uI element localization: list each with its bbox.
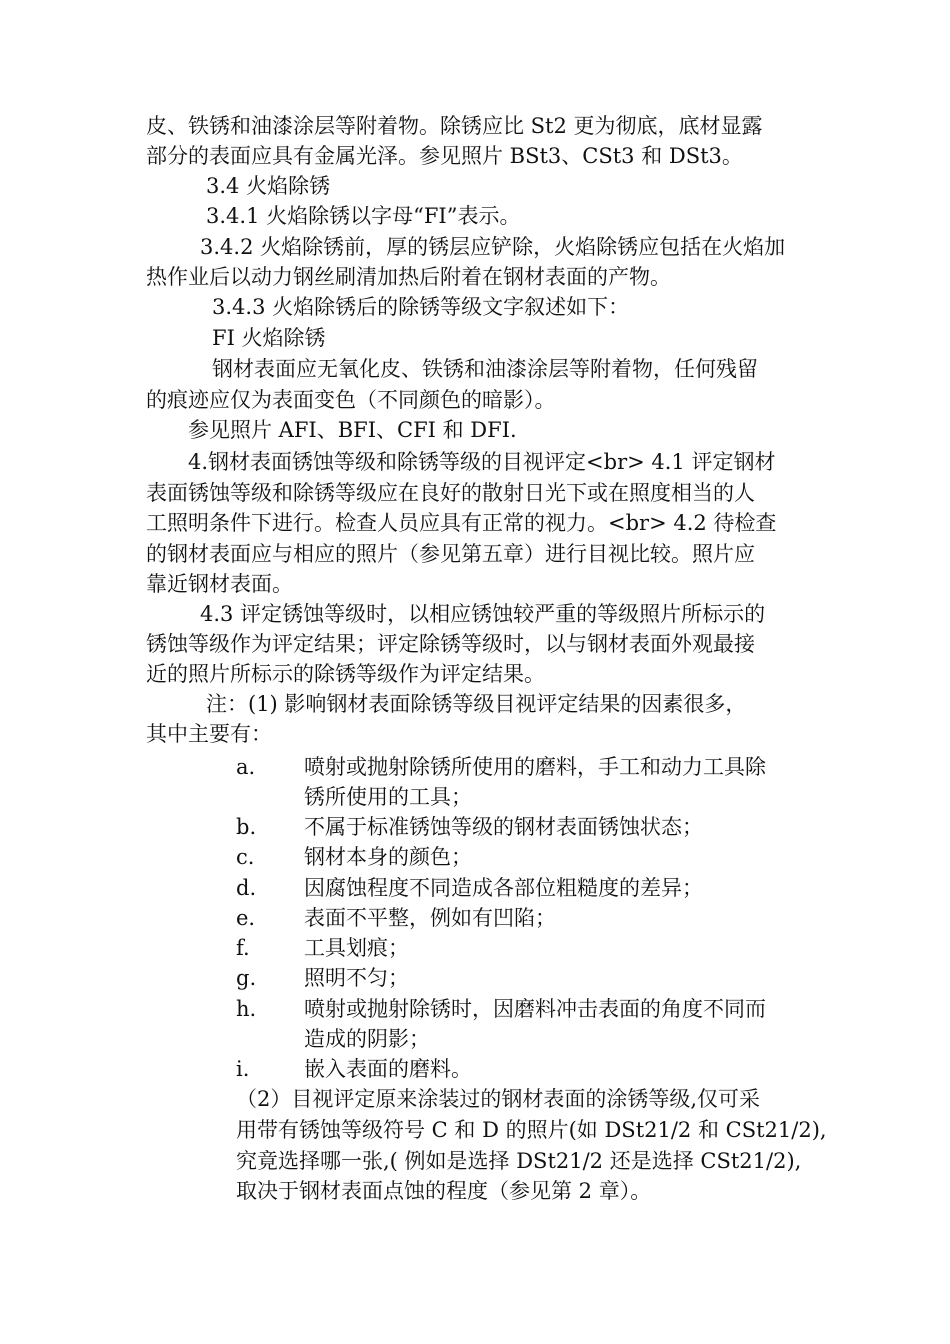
list-item-text: 因腐蚀程度不同造成各部位粗糙度的差异； <box>304 876 703 900</box>
paragraph-line: 锈蚀等级作为评定结果；评定除锈等级时，以与钢材表面外观最接 <box>146 632 755 656</box>
list-item-text: 表面不平整，例如有凹陷； <box>304 906 556 930</box>
paragraph-line: 究竟选择哪一张,( 例如是选择 DSt21/2 还是选择 CSt21/2), <box>236 1149 802 1173</box>
paragraph-line: （2）目视评定原来涂装过的钢材表面的涂锈等级,仅可采 <box>236 1087 761 1111</box>
paragraph-line: 表面锈蚀等级和除锈等级应在良好的散射日光下或在照度相当的人 <box>146 481 755 505</box>
list-item-marker: c. <box>236 845 255 869</box>
paragraph-line: 3.4.2 火焰除锈前，厚的锈层应铲除，火焰除锈应包括在火焰加 <box>200 235 786 259</box>
paragraph-line: 钢材表面应无氧化皮、铁锈和油漆涂层等附着物，任何残留 <box>212 357 758 381</box>
paragraph-line: 近的照片所标示的除锈等级作为评定结果。 <box>146 662 545 686</box>
paragraph-line: 皮、铁锈和油漆涂层等附着物。除锈应比 St2 更为彻底，底材显露 <box>146 114 763 138</box>
paragraph-line: 4.3 评定锈蚀等级时，以相应锈蚀较严重的等级照片所标示的 <box>200 602 766 626</box>
section-heading: 3.4 火焰除锈 <box>206 174 331 198</box>
note-line: 其中主要有： <box>146 722 272 746</box>
grade-heading: FI 火焰除锈 <box>212 326 326 350</box>
list-item-marker: e. <box>236 906 256 930</box>
list-item-marker: b. <box>236 815 257 839</box>
paragraph-line: 取决于钢材表面点蚀的程度（参见第 2 章）。 <box>236 1179 652 1203</box>
list-item-marker: g. <box>236 966 257 990</box>
list-item-marker: f. <box>236 936 250 960</box>
paragraph-line: 4.钢材表面锈蚀等级和除锈等级的目视评定<br> 4.1 评定钢材 <box>188 450 776 474</box>
paragraph-line: 的钢材表面应与相应的照片（参见第五章）进行目视比较。照片应 <box>146 542 755 566</box>
paragraph-line: 3.4.1 火焰除锈以字母“FI”表示。 <box>206 204 521 228</box>
list-item-text: 照明不匀； <box>304 966 409 990</box>
list-item-marker: h. <box>236 997 257 1021</box>
paragraph-line: 热作业后以动力钢丝刷清加热后附着在钢材表面的产物。 <box>146 265 671 289</box>
paragraph-line: 靠近钢材表面。 <box>146 572 293 596</box>
list-item-marker: i. <box>236 1057 250 1081</box>
paragraph-line: 的痕迹应仅为表面变色（不同颜色的暗影）。 <box>146 388 556 412</box>
paragraph-line: 用带有锈蚀等级符号 C 和 D 的照片(如 DSt21/2 和 CSt21/2), <box>236 1118 827 1142</box>
list-item-text: 钢材本身的颜色； <box>304 845 472 869</box>
list-item-marker: d. <box>236 876 257 900</box>
paragraph-line: 参见照片 AFI、BFI、CFI 和 DFI. <box>188 418 517 442</box>
list-item-text: 嵌入表面的磨料。 <box>304 1057 472 1081</box>
list-item-text: 喷射或抛射除锈所使用的磨料，手工和动力工具除 <box>304 755 766 779</box>
note-line: 注：(1) 影响钢材表面除锈等级目视评定结果的因素很多， <box>206 692 747 716</box>
paragraph-line: 部分的表面应具有金属光泽。参见照片 BSt3、CSt3 和 DSt3。 <box>146 144 743 168</box>
list-item-text: 喷射或抛射除锈时，因磨料冲击表面的角度不同而 <box>304 997 766 1021</box>
list-item-text: 锈所使用的工具； <box>304 785 472 809</box>
list-item-text: 造成的阴影； <box>304 1027 430 1051</box>
list-item-marker: a. <box>236 755 256 779</box>
list-item-text: 不属于标准锈蚀等级的钢材表面锈蚀状态； <box>304 815 703 839</box>
paragraph-line: 工照明条件下进行。检查人员应具有正常的视力。<br> 4.2 待检查 <box>146 511 777 535</box>
paragraph-line: 3.4.3 火焰除锈后的除锈等级文字叙述如下： <box>212 295 630 319</box>
list-item-text: 工具划痕； <box>304 936 409 960</box>
